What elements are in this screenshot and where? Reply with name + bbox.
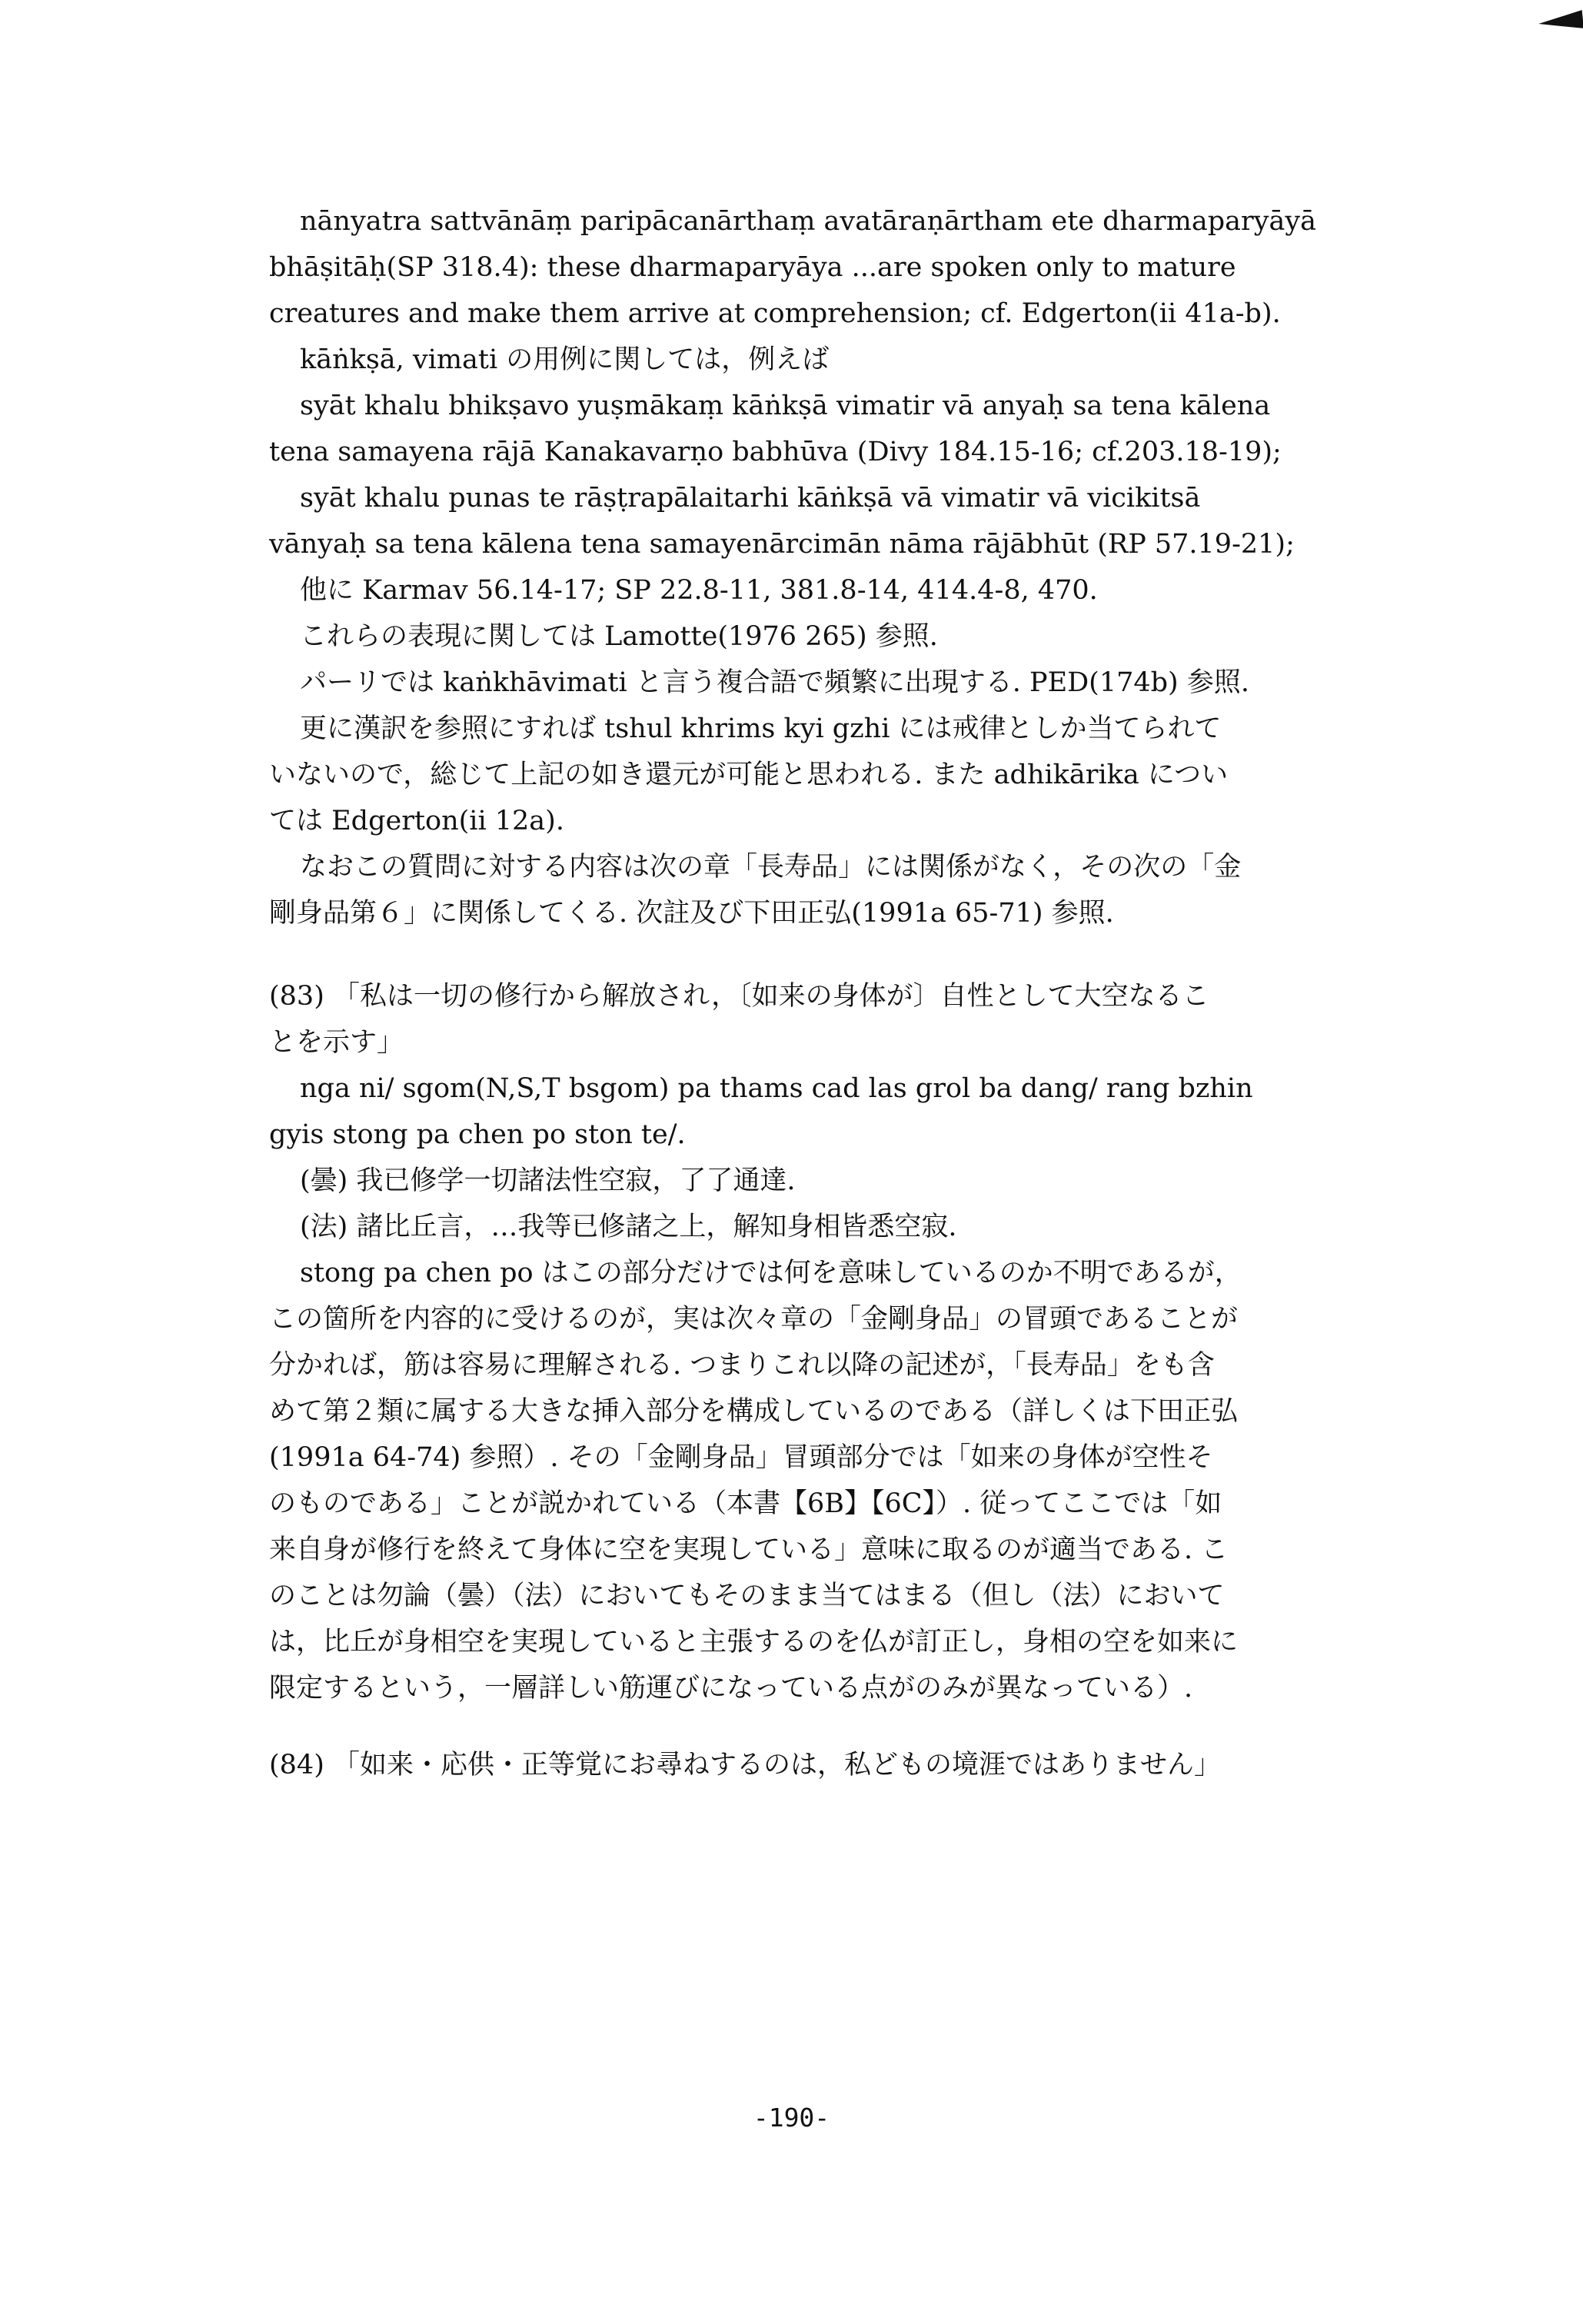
text-line: とを示す」 (269, 1027, 404, 1058)
text-line: nānyatra sattvānāṃ paripācanārthaṃ avatāraṇārtham ete dharmaparyāyā (300, 206, 1317, 237)
text-line: なおこの質問に対する内容は次の章「長寿品」には関係がなく，その次の「金 (300, 852, 1242, 883)
text-line: vānyaḥ sa tena kālena tena samayenārcimān nāma rājābhūt (RP 57.19-21); (269, 529, 1295, 560)
text-line: ては Edgerton(ii 12a). (269, 806, 564, 836)
text-line: この箇所を内容的に受けるのが，実は次々章の「金剛身品」の冒頭であることが (269, 1304, 1239, 1335)
text-line: nga ni/ sgom(N,S,T bsgom) pa thams cad las grol ba dang/ rang bzhin (300, 1073, 1253, 1104)
text-line: これらの表現に関しては Lamotte(1976 265) 参照. (300, 621, 938, 652)
text-line: bhāṣitāḥ(SP 318.4): these dharmaparyāya ...are spoken only to mature (269, 252, 1236, 283)
text-line: 剛身品第６」に関係してくる. 次註及び下田正弘(1991a 65-71) 参照. (269, 898, 1114, 929)
text-line: (84) 「如来・応供・正等覚にお尋ねするのは，私どもの境涯ではありません」 (269, 1750, 1221, 1780)
text-line: 分かれば，筋は容易に理解される. つまりこれ以降の記述が，「長寿品」をも含 (269, 1350, 1215, 1381)
note-83 (269, 973, 1492, 1711)
text-line: gyis stong pa chen po ston te/. (269, 1119, 686, 1150)
text-line: syāt khalu bhikṣavo yuṣmākaṃ kāṅkṣā vimatir vā anyaḥ sa tena kālena (300, 391, 1271, 421)
text-line: めて第２類に属する大きな挿入部分を構成しているのである（詳しくは下田正弘 (269, 1396, 1239, 1427)
text-line: (83) 「私は一切の修行から解放され，〔如来の身体が〕自性として大空なるこ (269, 981, 1209, 1012)
section-gap (269, 936, 1492, 973)
text-line: (曇) 我已修学一切諸法性空寂，了了通達. (300, 1165, 796, 1196)
corner-mark (1538, 10, 1583, 33)
text-line: のことは勿論（曇）（法）においてもそのまま当てはまる（但し（法）において (269, 1581, 1225, 1611)
text-line: syāt khalu punas te rāṣṭrapālaitarhi kāṅkṣā vā vimatir vā vicikitsā (300, 483, 1201, 514)
text-line: 更に漢訳を参照にすれば tshul khrims kyi gzhi には戒律としか当てられて (300, 713, 1222, 744)
section-gap (269, 1711, 1492, 1742)
text-line: 限定するという，一層詳しい筋運びになっている点がのみが異なっている）. (269, 1673, 1193, 1704)
page-body (269, 198, 1492, 1788)
text-line: パーリでは kaṅkhāvimati と言う複合語で頻繁に出現する. PED(174b) 参照. (300, 667, 1249, 698)
text-line: (法) 諸比丘言，…我等已修諸之上，解知身相皆悉空寂. (300, 1212, 957, 1242)
text-line: いないので，総じて上記の如き還元が可能と思われる. また adhikārika につい (269, 760, 1229, 790)
text-line: 他に Karmav 56.14-17; SP 22.8-11, 381.8-14, 414.4-8, 470. (300, 575, 1098, 606)
text-line: 来自身が修行を終えて身体に空を実現している」意味に取るのが適当である. こ (269, 1534, 1229, 1565)
page-number: -190- (753, 2103, 830, 2133)
text-line: kāṅkṣā, vimati の用例に関しては，例えば (300, 344, 830, 375)
text-line: tena samayena rājā Kanakavarṇo babhūva (Divy 184.15-16; cf.203.18-19); (269, 437, 1282, 467)
note-82-continuation (269, 198, 1492, 936)
text-line: (1991a 64-74) 参照）. その「金剛身品」冒頭部分では「如来の身体が空性そ (269, 1442, 1213, 1473)
text-line: のものである」ことが説かれている（本書【6B】【6C】）. 従ってここでは「如 (269, 1488, 1222, 1519)
text-line: creatures and make them arrive at comprehension; cf. Edgerton(ii 41a-b). (269, 298, 1281, 329)
note-84 (269, 1742, 1492, 1788)
text-line: stong pa chen po はこの部分だけでは何を意味しているのか不明であるが， (300, 1258, 1242, 1288)
text-line: は，比丘が身相空を実現していると主張するのを仏が訂正し，身相の空を如来に (269, 1627, 1239, 1657)
